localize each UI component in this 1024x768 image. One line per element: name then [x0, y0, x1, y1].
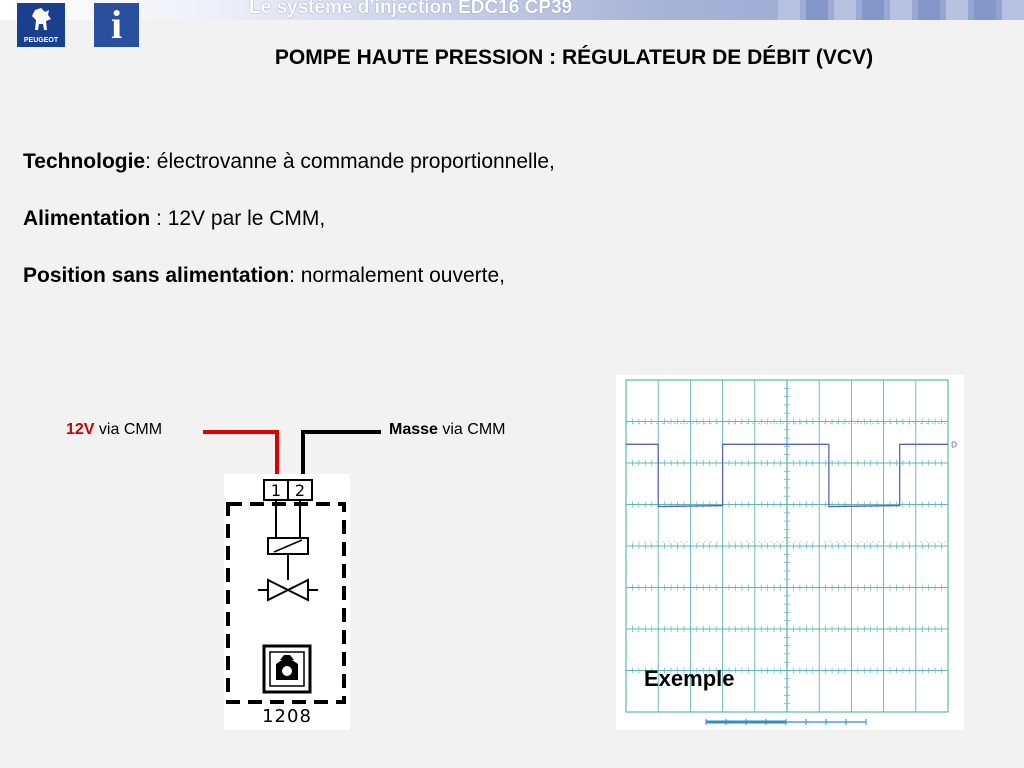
spec-separator: : — [145, 150, 157, 173]
wire-label-text: via CMM — [94, 421, 163, 438]
wire-masse — [303, 432, 381, 474]
spec-value: électrovanne à commande proportionnelle, — [156, 150, 555, 173]
spec-separator: : — [289, 264, 301, 287]
spec-label: Position sans alimentation — [23, 264, 290, 287]
pin-2: 2 — [294, 481, 306, 500]
wire-label-strong: Masse — [389, 421, 438, 438]
valve-symbol-left — [268, 580, 288, 600]
solenoid-valve-icon — [224, 474, 350, 730]
spec-label: Technologie — [23, 150, 146, 173]
component-code: 1208 — [262, 706, 312, 727]
banner-title: Le système d’injection EDC16 CP39 — [249, 0, 573, 18]
component-schematic — [224, 474, 350, 730]
wire-12v — [203, 432, 277, 474]
spec-value: normalement ouverte, — [300, 264, 506, 287]
wire-label-strong: 12V — [66, 421, 95, 438]
info-icon[interactable]: i — [94, 3, 139, 47]
spec-label: Alimentation — [23, 207, 151, 230]
spec-separator: : — [150, 207, 168, 230]
example-caption: Exemple — [644, 666, 735, 691]
valve-symbol-right — [288, 580, 308, 600]
spec-value: 12V par le CMM, — [167, 207, 326, 230]
trace-marker: D — [951, 440, 958, 450]
wire-label-text: via CMM — [437, 421, 506, 438]
logo-text: PEUGEOT — [23, 37, 59, 44]
page-title: POMPE HAUTE PRESSION : RÉGULATEUR DE DÉBIT (VCV) — [274, 46, 874, 69]
pin-1: 1 — [270, 481, 282, 500]
